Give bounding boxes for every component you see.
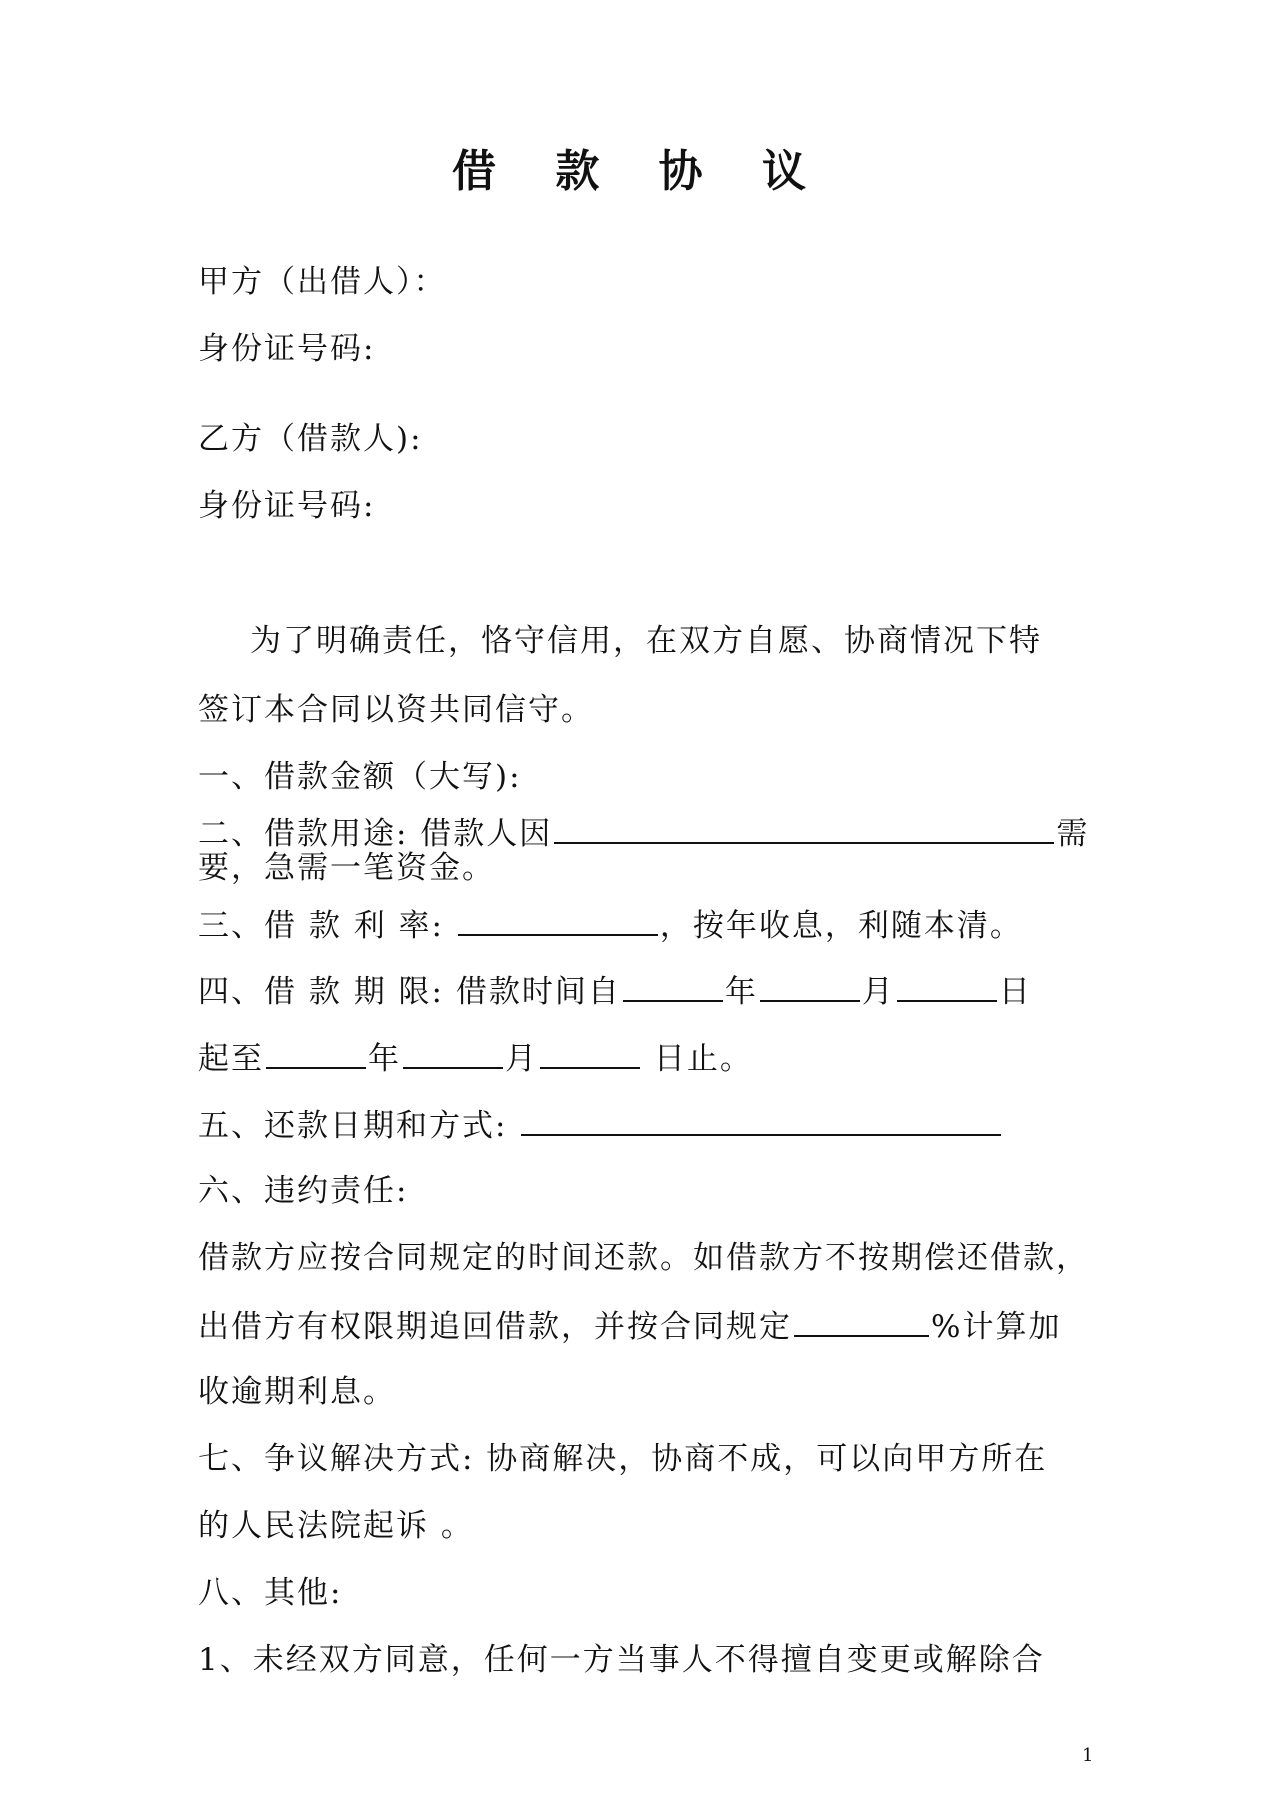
clause-3-label: 三、借 款 利 率: [198, 908, 445, 944]
page-number: 1 [1082, 1745, 1094, 1766]
repayment-blank[interactable] [521, 1104, 1001, 1136]
interest-rate-blank[interactable] [458, 904, 658, 936]
clause-4-to-text: 起至 [198, 1041, 264, 1077]
clause-7-line-2: 的人民法院起诉 。 [198, 1508, 474, 1544]
party-b-id-label: 身份证号码: [198, 488, 376, 524]
party-b-label: 乙方（借款人): [198, 421, 423, 457]
clause-6-line-2-suffix: %计算加 [931, 1309, 1062, 1345]
clause-6-line-3: 收逾期利息。 [198, 1374, 396, 1410]
purpose-blank[interactable] [554, 812, 1054, 844]
clause-5-label: 五、还款日期和方式: [198, 1108, 508, 1144]
clause-2-suffix: 需 [1056, 816, 1090, 852]
end-year-label: 年 [368, 1041, 401, 1077]
end-year-blank[interactable] [266, 1037, 366, 1069]
clause-4-end [198, 1037, 753, 1079]
clause-6-line-1: 借款方应按合同规定的时间还款。如借款方不按期偿还借款， [198, 1240, 1089, 1276]
clause-6-heading: 六、违约责任: [198, 1173, 409, 1209]
clause-8-heading: 八、其他: [198, 1575, 343, 1611]
party-a-label: 甲方（出借人）： [198, 264, 447, 300]
clause-6-line-2 [198, 1305, 1061, 1347]
clause-4-label: 四、借 款 期 限: [198, 974, 445, 1010]
clause-4-from-text: 借款时间自 [455, 974, 621, 1010]
end-month-blank[interactable] [403, 1037, 503, 1069]
clause-3-interest-rate [198, 904, 1023, 946]
clause-3-suffix: ，按年收息，利随本清。 [659, 908, 1023, 944]
clause-7-line-1: 七、争议解决方式: 协商解决，协商不成，可以向甲方所在 [198, 1441, 1048, 1477]
start-day-label: 日 [998, 974, 1032, 1010]
clause-6-line-2-prefix: 出借方有权限期追回借款，并按合同规定 [198, 1309, 792, 1345]
clause-4-end-text: 日止。 [653, 1041, 753, 1077]
start-year-blank[interactable] [623, 970, 723, 1002]
start-year-label: 年 [724, 974, 758, 1010]
preamble-line-2: 签订本合同以资共同信守。 [198, 692, 594, 728]
clause-5-repayment [198, 1104, 1003, 1146]
start-day-blank[interactable] [897, 970, 997, 1002]
party-a-id-label: 身份证号码: [198, 331, 376, 367]
preamble-line-1: 为了明确责任，恪守信用，在双方自愿、协商情况下特 [250, 623, 1042, 659]
start-month-label: 月 [861, 974, 895, 1010]
clause-2-prefix: 二、借款用途: 借款人因 [198, 816, 553, 852]
clause-4-term [198, 970, 1032, 1012]
clause-2-line-2: 要，急需一笔资金。 [198, 850, 495, 886]
end-day-blank[interactable] [540, 1037, 640, 1069]
penalty-rate-blank[interactable] [794, 1305, 929, 1337]
end-month-label: 月 [505, 1041, 538, 1077]
document-title: 借 款 协 议 [452, 146, 828, 197]
start-month-blank[interactable] [760, 970, 860, 1002]
clause-8-item-1: 1、未经双方同意，任何一方当事人不得擅自变更或解除合 [198, 1642, 1045, 1678]
clause-1-loan-amount: 一、借款金额（大写): [198, 759, 522, 795]
